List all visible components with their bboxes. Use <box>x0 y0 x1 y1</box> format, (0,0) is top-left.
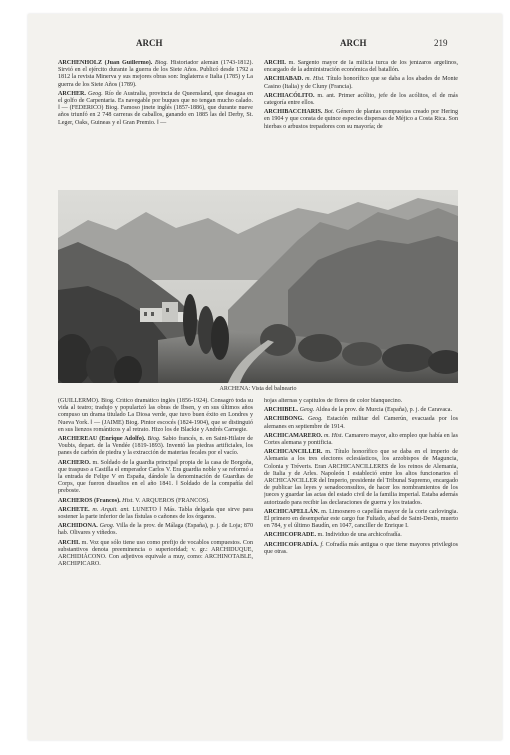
entry-text: Aldea de la prov. de Murcia (España), p. j. de Caravaca. <box>315 407 452 414</box>
entry-text: m. Individuo de una archicofradía. <box>317 532 402 539</box>
entry-headword: ARCHICOFRADE. <box>264 532 316 539</box>
photo-caption: ARCHENA: Vista del balneario <box>219 386 297 392</box>
entry <box>58 398 253 434</box>
entry-category: m. Hist. <box>323 432 344 439</box>
entry-text: hojas alternas y capítulos de flores de color blanquecino. <box>264 398 403 404</box>
entry <box>58 436 253 458</box>
entry-text: m. Soldado de la guardia principal propia de la casa de Borgoña, que traspuso a Castilla el emperador Carlos V. Era guardia noble y se reformó a la entrada de Felipe V en España, dándole la denominación de Guardias de Corps, que fueron disueltos en el año 1841. ‖ Soldado de la compañía del preboste. <box>58 459 253 495</box>
entry-text: V. ARQUEROS (FRANCOS). <box>135 497 210 504</box>
entry <box>264 407 458 414</box>
entry-text: m. Título honorífico que se daba en el imperio de Alemania a los tres electores eclesiásticos, los arzobispos de Maguncia, Colonia y Tréveris. Eran ARCHICANCILLERES de los reinos de Alemania, de Italia y de Arles. Napoleón I estableció entre los altos funcionarios el ARCHICANCILLER del Imperio, presidente del Tribunal Supremo, encargado de publicar las leyes y senadoconsultos, de hacer los nombramientos de los jueces y guardar las actas del estado civil de la familia imperial. Estaba además autorizado para recibir las declaraciones de guerra y los tratados. <box>264 449 458 506</box>
entry-text: m. Voz que sólo tiene uso como prefijo de vocablos compuestos. Con substantivos denota preeminencia o superioridad; v. gr.: ARCHIDUQUE, ARCHIDIÁCONO. Con adjetivos equivale a muy, como: ARCHINOTABLE, ARCHIPICARO. <box>58 539 253 568</box>
entry-headword: ARCHIDONA. <box>58 523 98 530</box>
entry-headword: ARCHI. <box>58 539 80 546</box>
entry-headword: ARCHIBACCHARIS. <box>264 109 323 116</box>
entry-headword: ARCHENHOLZ (Juan Guillermo). <box>58 60 153 66</box>
entry-category: Geog. <box>299 407 315 414</box>
entry-headword: ARCHICANCILLER. <box>264 449 323 456</box>
entry-headword: ARCHER. <box>58 90 86 97</box>
entry-category: Biog. <box>147 436 161 443</box>
top-right-column <box>264 60 458 188</box>
entry-headword: ARCHIABAD. <box>264 76 304 83</box>
entry-text: LUNETO ‖ Más. Tabla delgada que sirve para sostener la parte inferior de las fístulas o cañones de los órganos. <box>58 506 253 521</box>
entry-text: Villa de la prov. de Málaga (España), p. j. de Loja; 870 hab. Olivares y viñedos. <box>58 523 253 537</box>
page-number: 219 <box>434 38 448 48</box>
entry <box>264 60 458 74</box>
entry-text: Género de plantas compuestas creado por Hering en 1904 y que consta de quince especies dispersas de Méjico a Costa Rica. Son hierbas o arbustos trepadores con su mayoría; de <box>264 109 458 130</box>
entry-headword: ARCHÍ. <box>264 60 286 66</box>
entry <box>264 109 458 131</box>
bottom-left-column <box>58 398 253 738</box>
entry-headword: ARCHEREAU (Enrique Adolfo). <box>58 436 146 443</box>
entry <box>58 523 253 537</box>
entry <box>264 433 458 447</box>
entry-text: Sabio francés, n. en Saint-Hilaire de Voubis, depart. de la Vendée (1819-1893). Inventó las piedras artificiales, los panes de carbón de piedra y la extracción de materias fecales por el vacío. <box>58 436 253 457</box>
entry-text: Estación militar del Camerún, evacuada por los alemanes en septiembre de 1914. <box>264 416 458 430</box>
entry <box>264 532 458 539</box>
entry-headword: ARCHICAMARERO. <box>264 432 323 439</box>
entry <box>58 498 253 505</box>
entry-category: m. Arquit. ant. <box>92 506 130 513</box>
entry-headword: ARCHETE. <box>58 506 90 513</box>
entry-text: Título honorífico que se daba a los abades de Monte Casino (Italia) y de Cluny (Francia). <box>264 76 458 90</box>
landscape-photograph <box>58 190 458 383</box>
mountain-spa-image <box>58 190 458 383</box>
entry <box>264 542 458 556</box>
entry-category: Bot. <box>324 109 335 116</box>
entry-category: Geog. <box>307 416 323 423</box>
entry-text: m. Sargento mayor de la milicia turca de los jenízaros argelinos, encargado de la administración económica del batallón. <box>264 60 458 74</box>
entry <box>264 76 458 90</box>
running-head-left: ARCH <box>136 38 163 48</box>
entry-category: f. <box>320 541 324 548</box>
entry <box>58 60 253 89</box>
bottom-right-column <box>264 398 458 738</box>
entry-text: Cofradía más antigua o que tiene mayores privilegios que otras. <box>264 541 458 555</box>
entry-text: (GUILLERMO). Biog. Crítico dramático inglés (1856-1924). Consagró toda su vida al teatro; tradujo y popularizó las obras de Ibsen, y en sus últimos años compuso un drama titulado La Diosa verde, que tuvo buen éxito en Londres y Nueva York. ‖ — (JAIME) Biog. Pintor escocés (1824-1904), que se distinguió en sus lienzos románticos y al retrato. Hizo los de Blackie y Andrés Carnegie. <box>58 398 253 433</box>
entry-headword: ARCHEROS (Francos). <box>58 497 121 504</box>
entry <box>264 93 458 107</box>
entry <box>58 540 253 569</box>
entry-headword: ARCHIACÓLITO. <box>264 92 315 99</box>
entry <box>58 507 253 521</box>
entry-headword: ARCHICAPELLÁN. <box>264 508 320 515</box>
entry-text: m. Limosnero o capellán mayor de la corte carlovingia. El primero en desempeñar este cargo fue Fultado, abad de Saint-Denis, muerto en 784, y el último Baudín, en 1047, canciller de Enrique I. <box>264 508 458 530</box>
entry <box>264 398 458 405</box>
entry-text: Río de Australia, provincia de Queensland, que desagua en el golfo de Carpentaria. Es navegable por buques que no tengan mucho calado. ‖ — (FEDERICO) Biog. Famoso jinete inglés (1857-1886), que durante nueve años triunfó en 2 748 carreras de caballos, ganando en 1885 las del Derby, St. Leger, Oaks, Guineas y el Gran Premio. ‖ — <box>58 90 253 126</box>
entry-category: Hist. <box>122 497 134 504</box>
entry-text: Historiador alemán (1743-1812). Sirvió en el ejército durante la guerra de los Siete Años. Publicó desde 1792 a 1812 la revista Minerva y sus mejores obras son: Inglaterra e Italia (1785) y La guerra de los Siete Años (1789). <box>58 60 253 88</box>
entry-headword: ARCHIBEL. <box>264 407 299 414</box>
entry <box>264 509 458 531</box>
entry-category: m. Hist. <box>305 76 325 83</box>
entry-headword: ARCHICOFRADÍA. <box>264 541 319 548</box>
entry-headword: ARCHIBONG. <box>264 416 304 423</box>
entry-text: m. ant. Primer acólito, jefe de los acólitos, el de más categoría entre ellos. <box>264 92 458 107</box>
running-head-right: ARCH <box>340 38 367 48</box>
entry <box>58 460 253 496</box>
entry-category: Biog. <box>154 60 168 66</box>
entry <box>264 449 458 507</box>
entry-text: Camarero mayor, alto empleo que había en las Cortes alemana y pontificia. <box>264 432 458 447</box>
entry-category: Geog. <box>99 523 115 530</box>
entry-headword: ARCHERO. <box>58 459 91 466</box>
entry <box>58 91 253 127</box>
dictionary-page <box>28 14 502 740</box>
top-left-column <box>58 60 253 188</box>
entry <box>264 416 458 430</box>
entry-category: Geog. <box>88 90 103 97</box>
